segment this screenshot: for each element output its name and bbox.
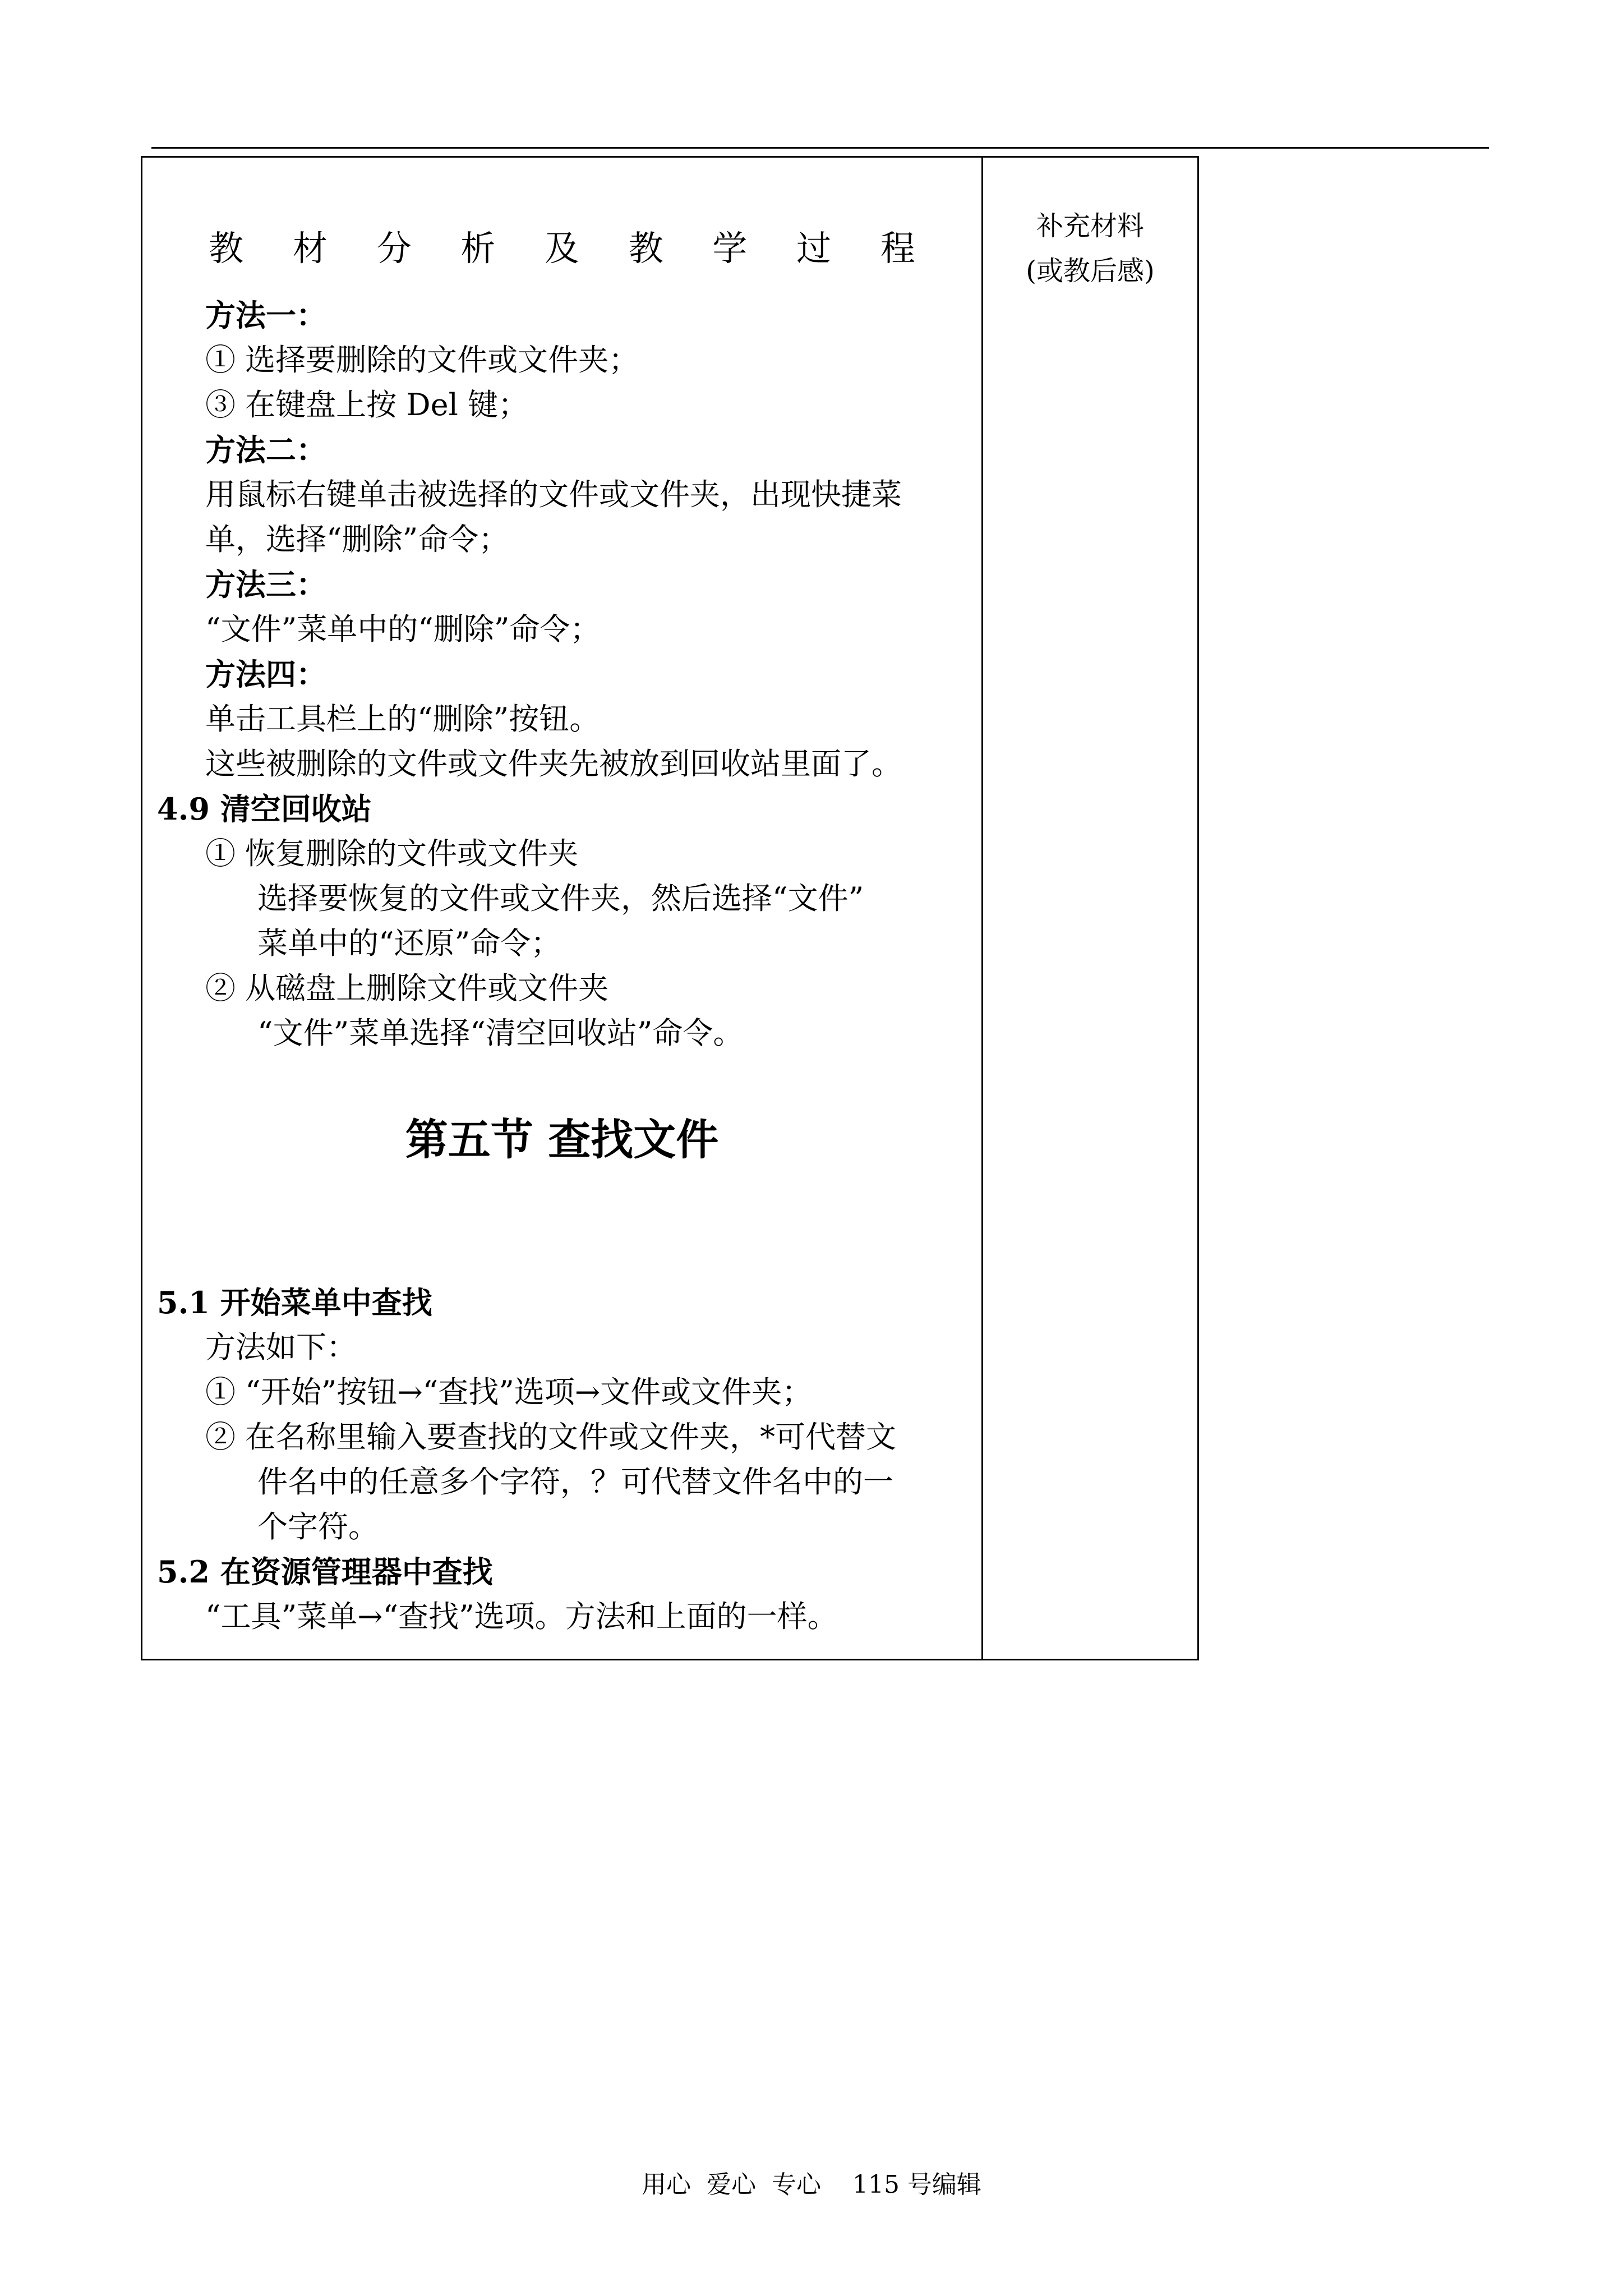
- restore-text-line1: 选择要恢复的文件或文件夹，然后选择“文件”: [257, 881, 864, 916]
- recycle-note: 这些被删除的文件或文件夹先被放到回收站里面了。: [205, 746, 902, 781]
- heading-4-9: 4.9 清空回收站: [157, 791, 372, 827]
- restore-item: ① 恢复删除的文件或文件夹: [205, 836, 579, 871]
- method-one-label: 方法一：: [205, 297, 326, 333]
- heading-5-2: 5.2 在资源管理器中查找: [157, 1554, 493, 1590]
- explorer-search-text: “工具”菜单→“查找”选项。方法和上面的一样。: [205, 1599, 838, 1634]
- column-divider: [981, 158, 983, 1659]
- side-title-line1: 补充材料: [1036, 210, 1144, 242]
- method-four-label: 方法四：: [205, 656, 326, 692]
- side-title-line2: (或教后感): [1026, 255, 1155, 287]
- search-step1: ① “开始”按钮→“查找”选项→文件或文件夹；: [205, 1374, 813, 1410]
- column-title: 教 材 分 析 及 教 学 过 程: [209, 228, 934, 269]
- method-two-text-line2: 单，选择“删除”命令；: [205, 522, 509, 557]
- method-two-text-line1: 用鼠标右键单击被选择的文件或文件夹，出现快捷菜: [205, 477, 902, 512]
- search-step2-line2: 件名中的任意多个字符，？可代替文件名中的一: [257, 1464, 893, 1499]
- method-one-step2: ③ 在键盘上按 Del 键；: [205, 387, 529, 422]
- delete-item: ② 从磁盘上删除文件或文件夹: [205, 970, 609, 1006]
- restore-text-line2: 菜单中的“还原”命令；: [257, 926, 561, 961]
- header-rule: [151, 147, 1489, 149]
- page-footer: 用心 爱心 专心 115 号编辑: [642, 2170, 981, 2199]
- method-two-label: 方法二：: [205, 432, 326, 468]
- side-column-header: [983, 204, 1197, 293]
- method-one-step1: ① 选择要删除的文件或文件夹；: [205, 342, 639, 378]
- delete-text: “文件”菜单选择“清空回收站”命令。: [257, 1015, 744, 1051]
- method-three-label: 方法三：: [205, 567, 326, 602]
- method-three-text: “文件”菜单中的“删除”命令；: [205, 611, 601, 647]
- lesson-table: [141, 156, 1199, 1660]
- search-step2-line3: 个字符。: [257, 1509, 379, 1544]
- search-step2-line1: ② 在名称里输入要查找的文件或文件夹，*可代替文: [205, 1419, 897, 1455]
- method-four-text: 单击工具栏上的“删除”按钮。: [205, 701, 600, 737]
- section-title: 第五节 查找文件: [405, 1115, 719, 1165]
- heading-5-1: 5.1 开始菜单中查找: [157, 1285, 432, 1320]
- method-intro: 方法如下：: [205, 1329, 357, 1365]
